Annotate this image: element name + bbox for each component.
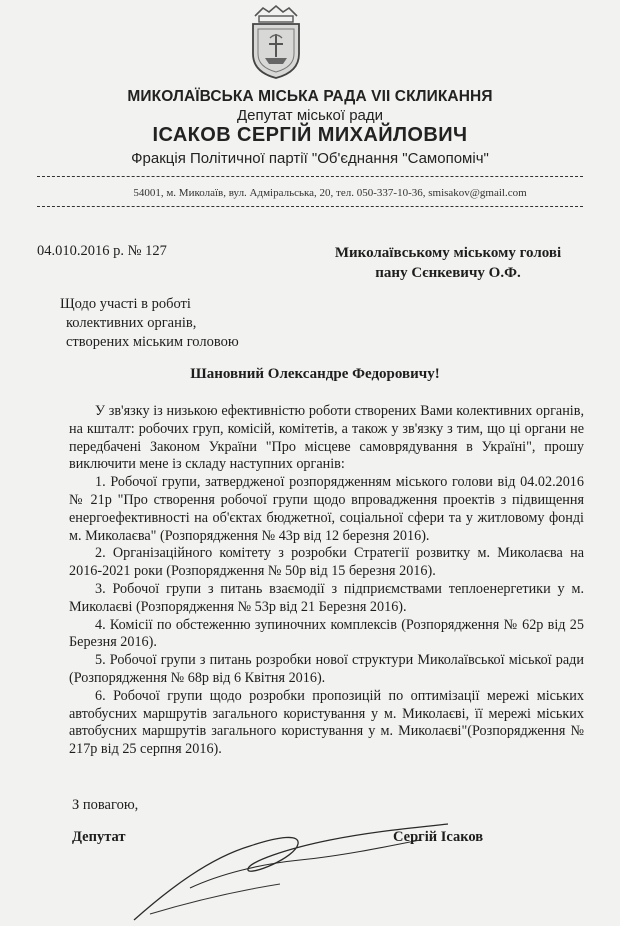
subject-block xyxy=(60,295,239,352)
letter-body xyxy=(69,403,584,759)
body-paragraph-item: 1. Робочої групи, затвердженої розпорядженням міського голови від 04.02.2016 № 21р "Про створення робочої групи щодо впровадження проектів з підвищення енергоефективності на об'єктах бюджетної, соціальної сфери та у житловому фонді м. Миколаєва" (Розпорядження № 43р від 12 березня 2016). xyxy=(69,474,584,544)
subject-line: створених міським головою xyxy=(66,334,239,350)
subject-line: колективних органів, xyxy=(66,315,197,331)
contact-address: 54001, м. Миколаїв, вул. Адміральська, 20, тел. 050-337-10-36, smisakov@gmail.com xyxy=(133,187,527,199)
header-divider-bottom xyxy=(37,206,583,207)
signer-name: Сергій Ісаков xyxy=(393,829,484,845)
header-divider-top xyxy=(37,176,583,177)
council-heading: МИКОЛАЇВСЬКА МІСЬКА РАДА VII СКЛИКАННЯ xyxy=(127,88,493,105)
recipient-line: Миколаївському міському голові xyxy=(334,245,562,261)
recipient-line: пану Сєнкевичу О.Ф. xyxy=(375,265,521,281)
body-paragraph-item: 5. Робочої групи з питань розробки нової структури Миколаївської міської ради (Розпорядження № 68р від 6 Квітня 2016). xyxy=(69,652,584,686)
recipient-block xyxy=(318,243,578,283)
body-paragraph-item: 2. Організаційного комітету з розробки Стратегії розвитку м. Миколаєва на 2016-2021 роки (Розпорядження № 50р від 15 березня 2016). xyxy=(69,545,584,580)
body-paragraph-item: 4. Комісії по обстеженню зупиночних комплексів (Розпорядження № 62р від 25 Березня 2016). xyxy=(69,616,584,651)
deputy-title: Депутат міської ради xyxy=(236,107,384,124)
subject-line: Щодо участі в роботі xyxy=(60,296,191,312)
signer-title: Депутат xyxy=(72,829,126,845)
outgoing-number: 04.010.2016 р. № 127 xyxy=(37,243,167,259)
faction-line: Фракція Політичної партії "Об'єднання "Самопоміч" xyxy=(131,150,489,167)
closing-phrase: З повагою, xyxy=(72,797,139,813)
salutation: Шановний Олександре Федоровичу! xyxy=(190,366,440,382)
body-paragraph-item: 6. Робочої групи щодо розробки пропозицій по оптимізації мережі міських автобусних маршрутів загального користування у м. Миколаєві, її мережі міських автобусних маршрутів загального користування у м. Миколаєві"(Розпорядження № 217р від 25 серпня 2016). xyxy=(69,687,584,758)
body-paragraph-item: 3. Робочої групи з питань взаємодії з підприємствами теплоенергетики у м. Миколаєві (Розпорядження № 53р від 21 Березня 2016). xyxy=(69,580,584,615)
city-coat-of-arms-icon xyxy=(247,4,305,80)
body-paragraph-intro: У зв'язку із низькою ефективністю роботи створених Вами колективних органів, на кшталт: робочих груп, комісій, комітетів, а також у зв'язку з тим, що ці органи не передбачені Законом України "Про місцеве самоврядування в Україні", прошу виключити мене із складу наступних органів: xyxy=(69,403,584,473)
deputy-name: ІСАКОВ СЕРГІЙ МИХАЙЛОВИЧ xyxy=(152,124,468,146)
